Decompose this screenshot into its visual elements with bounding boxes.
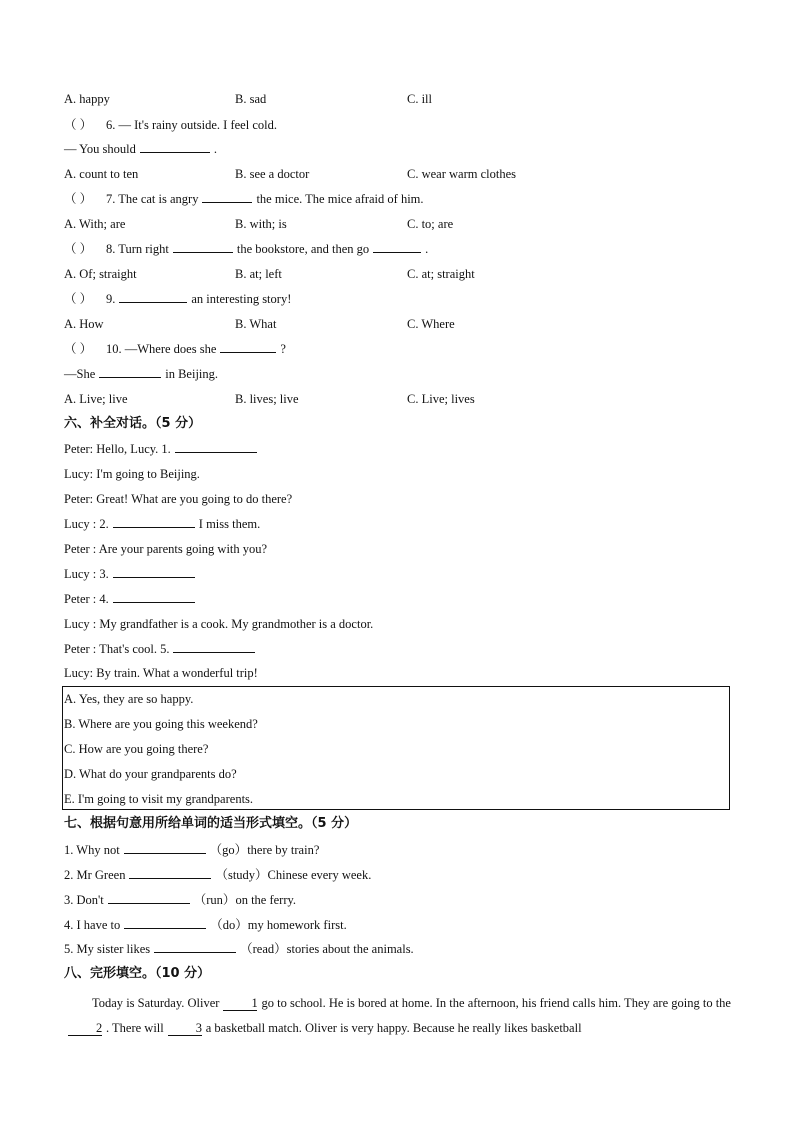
q6-option-c: C. wear warm clothes <box>407 167 516 181</box>
dialogue-line-1: Peter: Hello, Lucy. 1. <box>64 441 261 457</box>
q9-stem: （ ） 9. an interesting story! <box>64 292 292 306</box>
dialogue-blank-4[interactable] <box>113 591 195 603</box>
dialogue-blank-2[interactable] <box>113 516 195 528</box>
q10-blank-1[interactable] <box>220 341 276 353</box>
q10-option-c: C. Live; lives <box>407 392 475 406</box>
q10-option-b: B. lives; live <box>235 392 299 406</box>
dialogue-line-5: Peter : Are your parents going with you? <box>64 542 268 556</box>
q6-option-b: B. see a doctor <box>235 167 310 181</box>
q7-option-c: C. to; are <box>407 217 454 231</box>
q10-option-a: A. Live; live <box>64 392 128 406</box>
fill-item-3: 3. Don't （run）on the ferry. <box>64 893 297 907</box>
q6-option-a: A. count to ten <box>64 167 139 181</box>
dialogue-option-c: C. How are you going there? <box>64 742 209 756</box>
dialogue-blank-5[interactable] <box>173 641 255 653</box>
q8-option-b: B. at; left <box>235 267 282 281</box>
fill-item-5: 5. My sister likes （read）stories about the animals. <box>64 942 414 956</box>
q6-answer-paren[interactable]: （ ） <box>64 118 93 132</box>
q6-blank[interactable] <box>140 141 210 153</box>
dialogue-line-9: Peter : That's cool. 5. <box>64 641 259 657</box>
fill-item-2: 2. Mr Green （study）Chinese every week. <box>64 868 372 882</box>
q5-option-a: A. happy <box>64 92 110 106</box>
q10-line2: —She in Beijing. <box>64 367 219 381</box>
q9-option-b: B. What <box>235 317 277 331</box>
fill-item-4: 4. I have to （do）my homework first. <box>64 918 347 932</box>
section8-title: 八、完形填空。（10 分） <box>64 966 211 981</box>
q8-blank-2[interactable] <box>373 241 421 253</box>
dialogue-option-d: D. What do your grandparents do? <box>64 767 237 781</box>
cloze-blank-1[interactable]: 1 <box>223 997 257 1011</box>
q9-option-c: C. Where <box>407 317 455 331</box>
q7-answer-paren[interactable]: （ ） <box>64 192 93 206</box>
q7-blank[interactable] <box>202 191 252 203</box>
dialogue-line-3: Peter: Great! What are you going to do there? <box>64 492 293 506</box>
dialogue-line-8: Lucy : My grandfather is a cook. My grandmother is a doctor. <box>64 617 374 631</box>
q6-stem: （ ） 6. — It's rainy outside. I feel cold. <box>64 118 277 132</box>
dialogue-option-a: A. Yes, they are so happy. <box>64 692 194 706</box>
cloze-passage: Today is Saturday. Oliver 1 go to school. He is bored at home. In the afternoon, his friend calls him. They are going to the2 . There will 3 a basketball match. Oliver is very happy. Because he really likes basketball <box>64 991 731 1041</box>
q10-answer-paren[interactable]: （ ） <box>64 342 93 356</box>
q10-blank-2[interactable] <box>99 366 161 378</box>
dialogue-blank-1[interactable] <box>175 441 257 453</box>
q8-answer-paren[interactable]: （ ） <box>64 242 93 256</box>
fill-blank-4[interactable] <box>124 917 206 929</box>
dialogue-option-e: E. I'm going to visit my grandparents. <box>64 792 254 806</box>
q9-option-a: A. How <box>64 317 104 331</box>
dialogue-line-6: Lucy : 3. <box>64 566 199 582</box>
dialogue-line-7: Peter : 4. <box>64 591 199 607</box>
fill-blank-1[interactable] <box>124 842 206 854</box>
dialogue-line-2: Lucy: I'm going to Beijing. <box>64 467 200 481</box>
fill-blank-2[interactable] <box>129 867 211 879</box>
q8-option-c: C. at; straight <box>407 267 475 281</box>
q9-answer-paren[interactable]: （ ） <box>64 292 93 306</box>
cloze-blank-3[interactable]: 3 <box>168 1022 202 1036</box>
fill-blank-5[interactable] <box>154 941 236 953</box>
fill-item-1: 1. Why not （go）there by train? <box>64 843 320 857</box>
section7-title: 七、根据句意用所给单词的适当形式填空。（5 分） <box>64 816 358 831</box>
q8-blank-1[interactable] <box>173 241 233 253</box>
dialogue-line-10: Lucy: By train. What a wonderful trip! <box>64 666 258 680</box>
dialogue-line-4: Lucy : 2. I miss them. <box>64 517 261 531</box>
q6-line2: — You should . <box>64 142 218 156</box>
q8-stem: （ ） 8. Turn right the bookstore, and then go . <box>64 242 429 256</box>
cloze-blank-2[interactable]: 2 <box>68 1022 102 1036</box>
q10-stem: （ ） 10. —Where does she ? <box>64 342 286 356</box>
q9-blank[interactable] <box>119 291 187 303</box>
q7-option-b: B. with; is <box>235 217 287 231</box>
section6-title: 六、补全对话。（5 分） <box>64 416 202 431</box>
dialogue-blank-3[interactable] <box>113 566 195 578</box>
q7-option-a: A. With; are <box>64 217 126 231</box>
fill-blank-3[interactable] <box>108 892 190 904</box>
dialogue-option-b: B. Where are you going this weekend? <box>64 717 258 731</box>
q8-option-a: A. Of; straight <box>64 267 137 281</box>
q5-option-c: C. ill <box>407 92 433 106</box>
q5-option-b: B. sad <box>235 92 267 106</box>
q7-stem: （ ） 7. The cat is angry the mice. The mice afraid of him. <box>64 192 424 206</box>
